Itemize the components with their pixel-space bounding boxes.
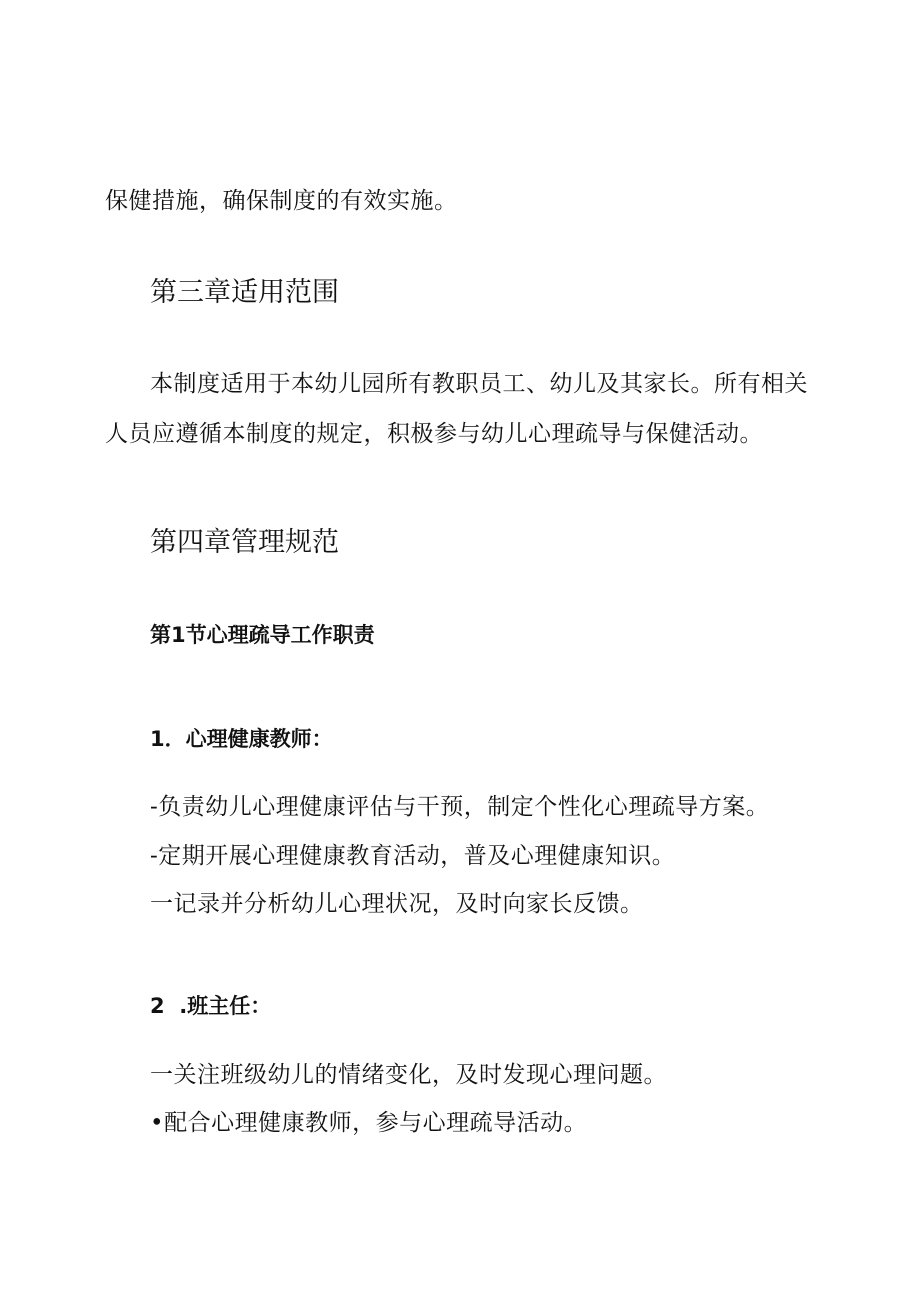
- chapter-4-heading: 第四章管理规范: [150, 527, 339, 558]
- role-2-duty-1: 一关注班级幼儿的情绪变化，及时发现心理问题。: [150, 1062, 667, 1088]
- chapter-3-paragraph-line-2: 人员应遵循本制度的规定，积极参与幼儿心理疏导与保健活动。: [105, 421, 763, 447]
- section-1-heading: 第1节心理疏导工作职责: [150, 623, 375, 647]
- role-1-title: 1．心理健康教师：: [150, 727, 333, 751]
- role-1-duty-3: 一记录并分析幼儿心理状况，及时向家长反馈。: [150, 891, 644, 917]
- role-2-duty-2: •配合心理健康教师，参与心理疏导活动。: [150, 1110, 588, 1136]
- role-1-duty-2: -定期开展心理健康教育活动，普及心理健康知识。: [150, 843, 676, 869]
- role-2-title: 2 .班主任：: [150, 994, 272, 1018]
- role-1-duty-1: -负责幼儿心理健康评估与干预，制定个性化心理疏导方案。: [150, 794, 770, 820]
- chapter-3-paragraph-line-1: 本制度适用于本幼儿园所有教职员工、幼儿及其家长。所有相关: [150, 371, 808, 397]
- intro-continuation-text: 保健措施，确保制度的有效实施。: [105, 188, 458, 214]
- chapter-3-heading: 第三章适用范围: [150, 277, 339, 308]
